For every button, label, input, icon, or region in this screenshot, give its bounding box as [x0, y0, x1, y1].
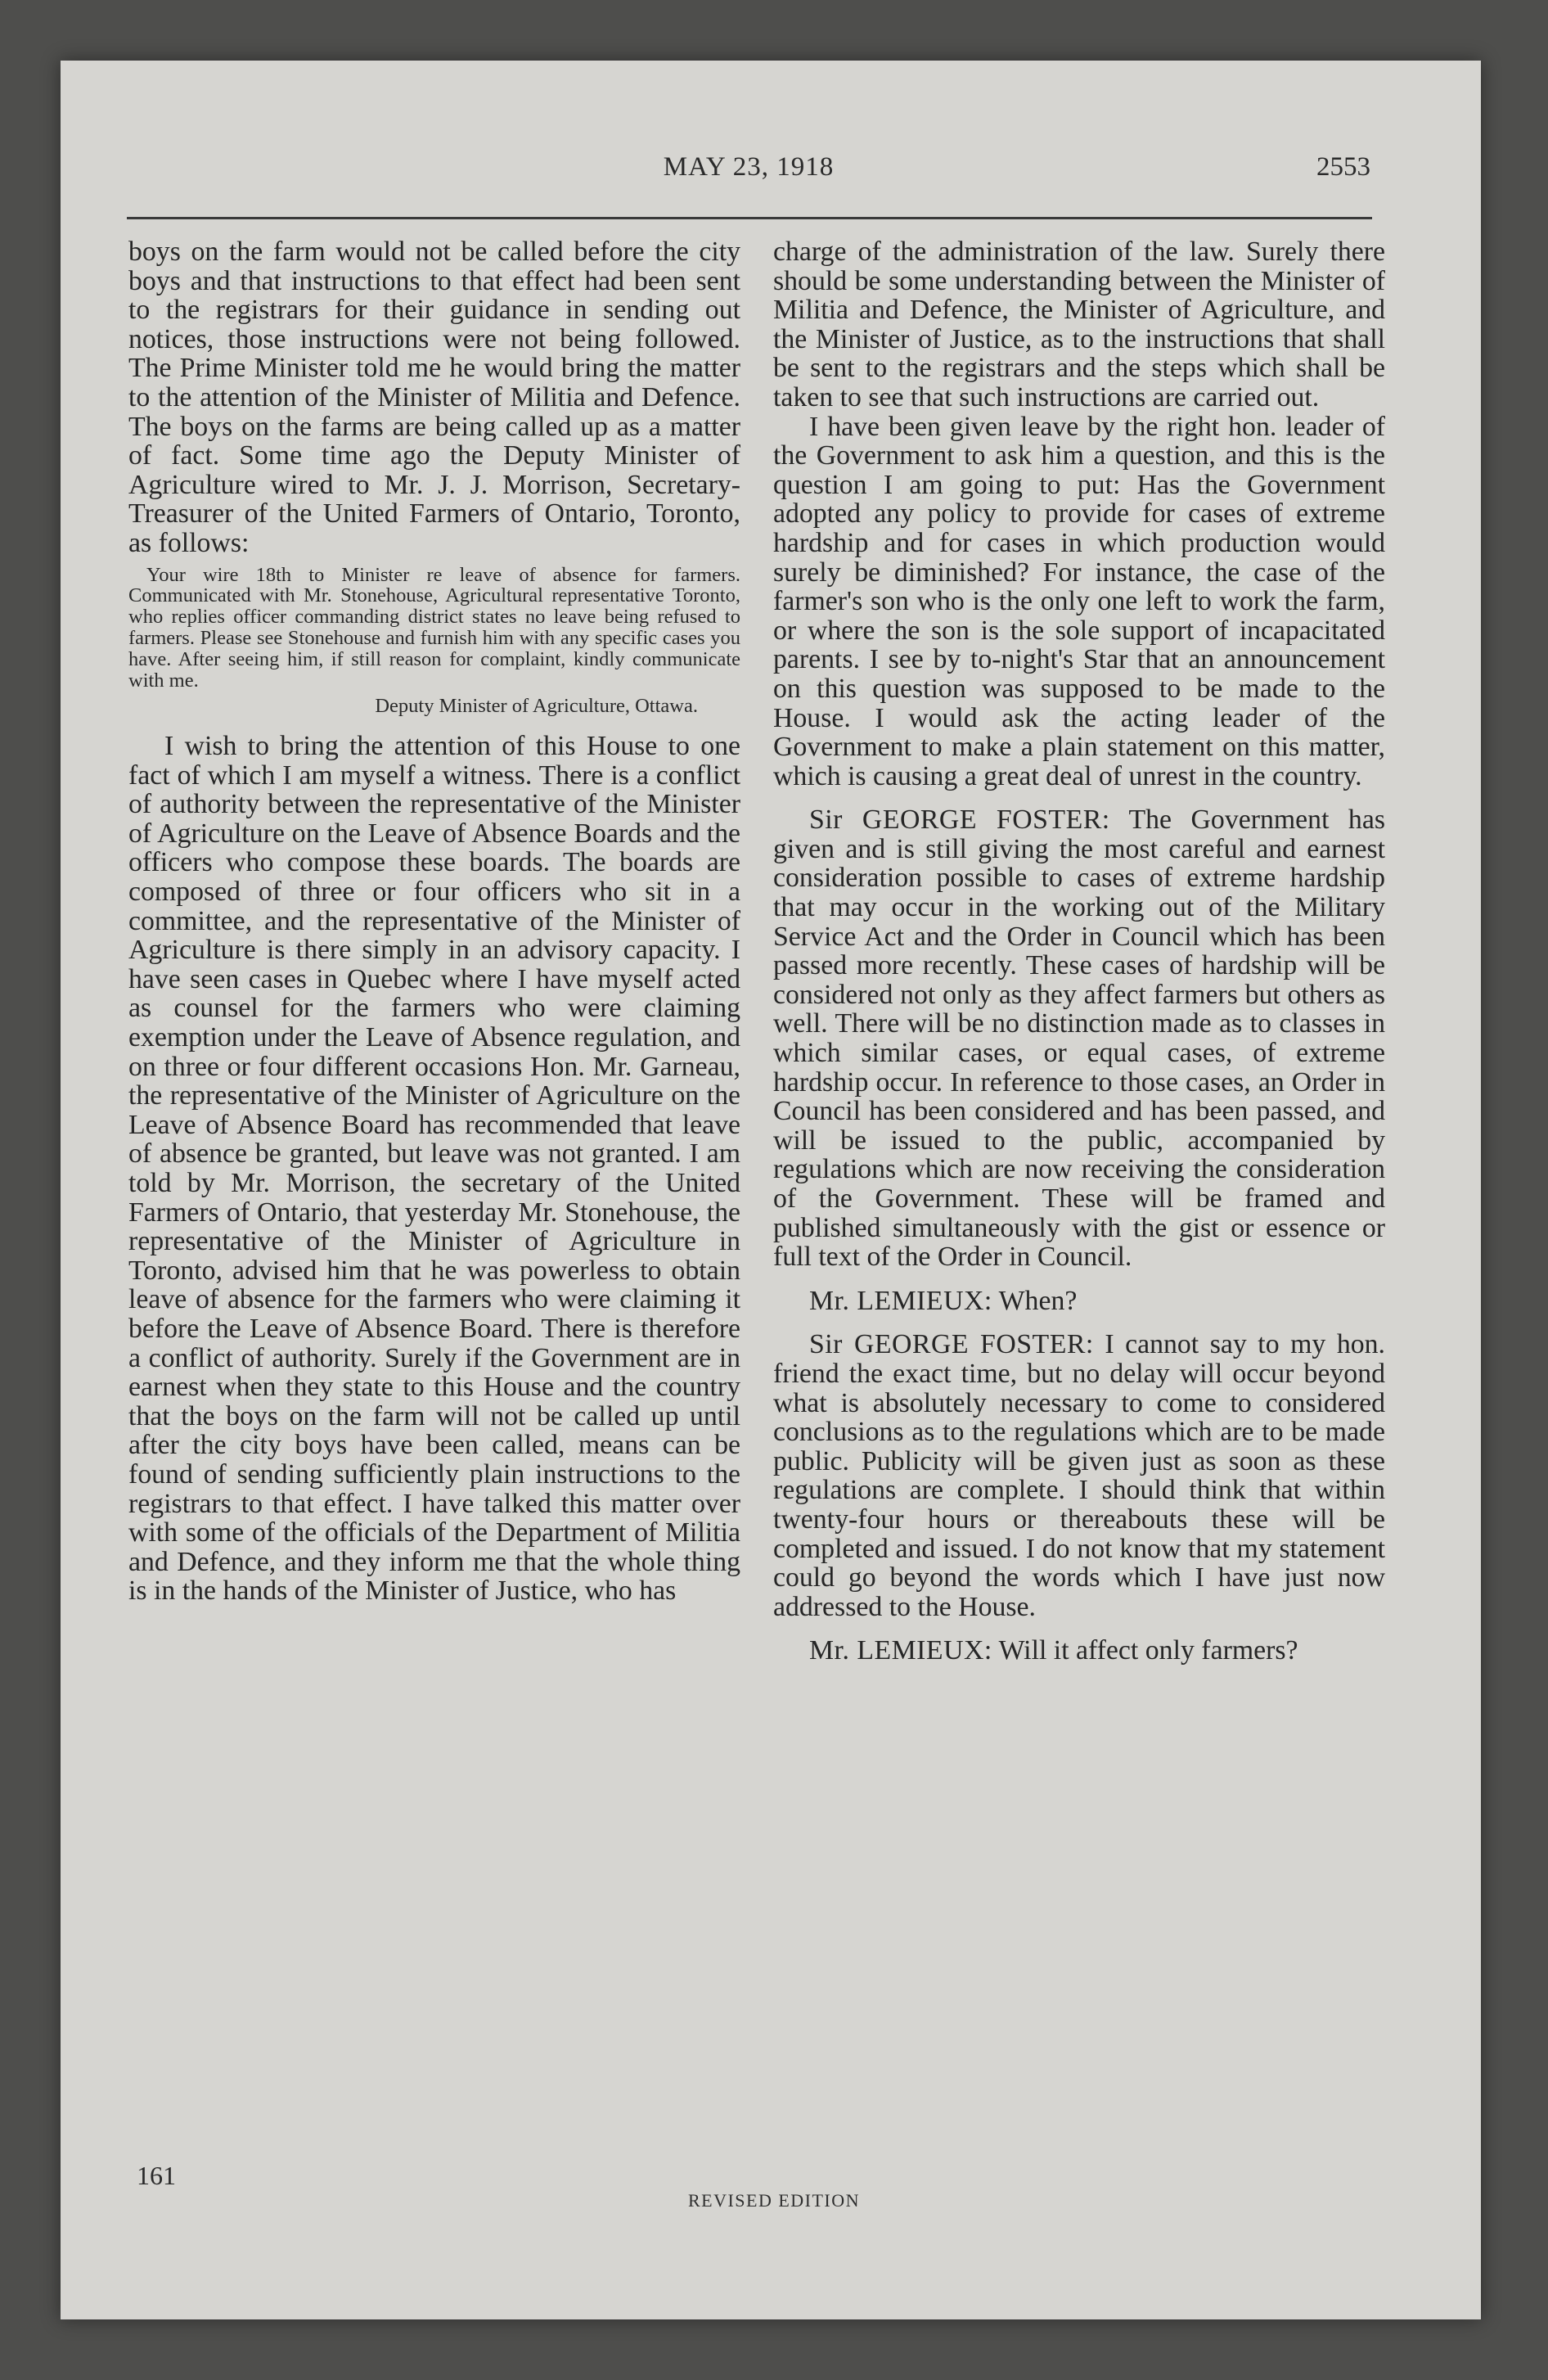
speech-text: When?	[998, 1285, 1078, 1316]
speaker-name: Mr. LEMIEUX:	[809, 1635, 992, 1666]
telegram-text: Your wire 18th to Minister re leave of absence for farmers. Communicated with Mr. Stonehouse, Agricultural representative Toronto, who replies officer commanding district states no leave being refused to farmers. Please see Stonehouse and furnish him with any specific cases you have. After seeing him, if still reason for complaint, kindly communicate with me.	[128, 563, 740, 692]
edition-label: REVISED EDITION	[687, 2190, 861, 2211]
telegram-quote	[128, 565, 740, 718]
speech-lemieux-2	[773, 1636, 1385, 1666]
speech-text: The Government has given and is still giving the most careful and earnest consideration possible to cases of extreme hardship that may occur in the working out of the Military Service Act and the Order in Council which has been passed more recently. These cases of hardship will be considered not only as they affect farmers but others as well. There will be no distinction made as to classes in which similar cases, or equal cases, of extreme hardship occur. In reference to those cases, an Order in Council has been considered and has been passed, and will be issued to the public, accompanied by regulations which are now receiving the consideration of the Government. These will be framed and published simultaneously with the gist or essence or full text of the Order in Council.	[773, 805, 1385, 1273]
speech-lemieux-1	[773, 1287, 1385, 1316]
left-paragraph-2: I wish to bring the attention of this House to one fact of which I am myself a witness. There is a conflict of authority between the representative of the Minister of Agriculture on the Leave of Absence Boards and the officers who compose these boards. The boards are composed of three or four officers who sit in a committee, and the representative of the Minister of Agriculture is there simply in an advisory capacity. I have seen cases in Quebec where I have myself acted as counsel for the farmers who were claiming exemption under the Leave of Absence regulation, and on three or four different occasions Hon. Mr. Garneau, the representative of the Minister of Agriculture on the Leave of Absence Board has recommended that leave of absence be granted, but leave was not granted. I am told by Mr. Morrison, the secretary of the United Farmers of Ontario, that yesterday Mr. Stonehouse, the representative of the Minister of Agriculture in Toronto, advised him that he was powerless to obtain leave of absence for the farmers who were claiming it before the Leave of Absence Board. There is therefore a conflict of authority. Surely if the Government are in earnest when they state to this House and the country that the boys on the farm will not be called up until after the city boys have been called, means can be found of sending sufficiently plain instructions to the registrars to that effect. I have talked this matter over with some of the officials of the Department of Militia and Defence, and they inform me that the whole thing is in the hands of the Minister of Justice, who has	[128, 731, 740, 1607]
header-page-number: 2553	[1316, 152, 1370, 182]
speech-text: Will it affect only farmers?	[998, 1635, 1298, 1666]
header-date: MAY 23, 1918	[663, 152, 835, 182]
speech-foster-1	[773, 805, 1385, 1272]
right-paragraph-1: charge of the administration of the law. Surely there should be some understanding between the Minister of Militia and Defence, the Minister of Agriculture, and the Minister of Justice, as to the instructions that shall be sent to the registrars and the steps which shall be taken to see that such instructions are carried out.	[773, 237, 1385, 412]
speaker-name: Mr. LEMIEUX:	[809, 1285, 992, 1316]
header-rule	[127, 217, 1372, 219]
page-header	[127, 152, 1370, 201]
speaker-name: Sir GEORGE FOSTER:	[809, 1329, 1094, 1360]
speech-foster-2	[773, 1330, 1385, 1621]
left-paragraph-1: boys on the farm would not be called before the city boys and that instructions to that effect had been sent to the registrars for their guidance in sending out notices, those instructions were not being followed. The Prime Minister told me he would bring the matter to the attention of the Minister of Militia and Defence. The boys on the farms are being called up as a matter of fact. Some time ago the Deputy Minister of Agriculture wired to Mr. J. J. Morrison, Secretary-Treasurer of the United Farmers of Ontario, Toronto, as follows:	[128, 237, 740, 558]
folio-number: 161	[137, 2161, 176, 2190]
right-column	[773, 237, 1385, 1666]
speaker-name: Sir GEORGE FOSTER:	[809, 805, 1110, 836]
speech-text: I cannot say to my hon. friend the exact time, but no delay will occur beyond what is absolutely necessary to come to considered conclusions as to the regulations which are to be made public. Publicity will be given just as soon as these regulations are complete. I should think that within twenty-four hours or thereabouts these will be completed and issued. I do not know that my statement could go beyond the words which I have just now addressed to the House.	[773, 1329, 1385, 1622]
left-column	[128, 237, 740, 1606]
telegram-signature: Deputy Minister of Agriculture, Ottawa.	[375, 695, 698, 718]
right-paragraph-2: I have been given leave by the right hon. leader of the Government to ask him a question, and this is the question I am going to put: Has the Government adopted any policy to provide for cases of extreme hardship and for cases in which production would surely be diminished? For instance, the case of the farmer's son who is the only one left to work the farm, or where the son is the sole support of incapacitated parents. I see by to-night's Star that an announcement on this question was supposed to be made to the House. I would ask the acting leader of the Government to make a plain statement on this matter, which is causing a great deal of unrest in the country.	[773, 411, 1385, 791]
